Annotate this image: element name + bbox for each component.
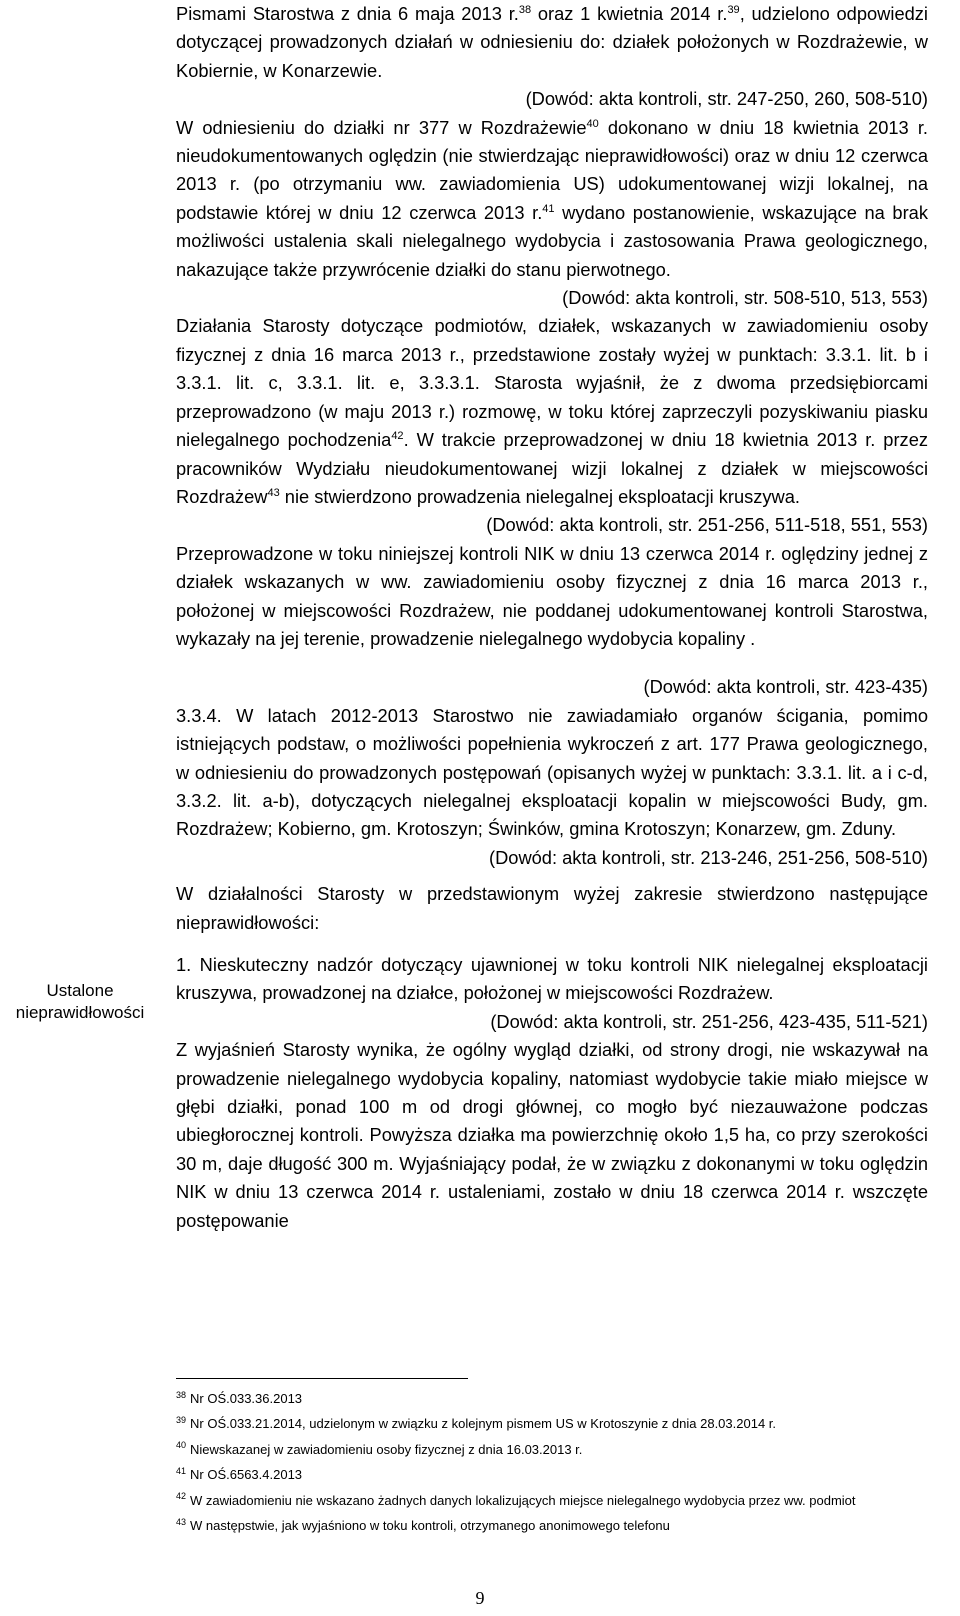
main-text: [176, 0, 928, 1235]
evidence-5: (Dowód: akta kontroli, str. 213-246, 251-256, 508-510): [488, 846, 928, 868]
footnote-ref-42: 42: [391, 430, 404, 442]
footnote-text: Nr OŚ.033.36.2013: [190, 1391, 303, 1406]
footnote-text: Niewskazanej w zawiadomieniu osoby fizycznej z dnia 16.03.2013 r.: [190, 1441, 583, 1457]
sidebar-label-line2: nieprawidłowości: [15, 1003, 145, 1022]
paragraph-8: Z wyjaśnień Starosty wynika, że ogólny wygląd działki, od strony drogi, nie wskazywał na prowadzenie nielegalnego wydobycia kopaliny, natomiast wydobycie takie miało miejsce w głębi działki, ponad 100 m od drogi głównej, co mogło być niezauważone podczas ubiegłorocznej kontroli. Powyższa działka ma powierzchnię około 1,5 ha, co przy szerokości 30 m, daje długość 300 m. Wyjaśniający podał, że w związku z dokonanymi w toku oględzin NIK w dniu 13 czerwca 2014 r. ustaleniami, zostało w dniu 18 czerwca 2014 r. wszczęte postępowanie: [176, 1039, 928, 1231]
sidebar-section-label: [0, 980, 160, 1024]
footnote-43: [176, 1513, 936, 1538]
footnote-ref-39: 39: [727, 3, 740, 16]
footnotes: [176, 1386, 936, 1538]
footnote-number: 42: [176, 1491, 187, 1502]
footnote-ref-38: 38: [518, 3, 532, 16]
footnote-40: [176, 1437, 936, 1462]
footnote-41: [176, 1462, 936, 1487]
footnote-separator: [176, 1378, 468, 1379]
paragraph-3-text-c: nie stwierdzono prowadzenia nielegalnej eksploatacji kruszywa.: [279, 485, 800, 507]
footnote-ref-40: 40: [586, 117, 599, 130]
sidebar-label-line1: Ustalone: [46, 981, 114, 1000]
paragraph-1-text-c: , udzielono odpowiedzi dotyczącej prowadzonych działań w odniesieniu do: działek położonych w Rozdrażewie, w Kobiernie, w Konarzewie.: [176, 3, 928, 81]
evidence-3: (Dowód: akta kontroli, str. 251-256, 511-518, 551, 553): [486, 514, 928, 536]
footnote-text: W następstwie, jak wyjaśniono w toku kontroli, otrzymanego anonimowego telefonu: [190, 1518, 670, 1534]
paragraph-2: [176, 114, 928, 284]
footnote-text: Nr OŚ.6563.4.2013: [190, 1467, 303, 1483]
footnote-number: 43: [176, 1516, 187, 1527]
paragraph-6: W działalności Starosty w przedstawionym wyżej zakresie stwierdzono następujące nieprawidłowości:: [176, 883, 928, 933]
paragraph-1-text-b: oraz 1 kwietnia 2014 r.: [531, 3, 728, 24]
paragraph-1-text-a: Pismami Starostwa z dnia 6 maja 2013 r.: [176, 3, 519, 24]
paragraph-1: [176, 0, 928, 85]
footnote-text: W zawiadomieniu nie wskazano żadnych danych lokalizujących miejsce nielegalnego wydobycia przez ww. podmiot: [190, 1492, 856, 1508]
evidence-4: (Dowód: akta kontroli, str. 423-435): [643, 676, 928, 698]
footnote-number: 41: [176, 1465, 187, 1476]
footnote-number: 39: [176, 1415, 187, 1426]
footnote-39: [176, 1411, 936, 1436]
paragraph-3: [176, 312, 928, 511]
footnote-number: 40: [176, 1440, 187, 1451]
paragraph-2-text-c: wydano postanowienie, wskazujące na brak możliwości ustalenia skali nielegalnego wydobycia i zastosowania Prawa geologicznego, nakazujące także przywrócenie działki do stanu pierwotnego.: [176, 201, 928, 280]
page-number: 9: [475, 1588, 485, 1608]
paragraph-4: Przeprowadzone w toku niniejszej kontroli NIK w dniu 13 czerwca 2014 r. oględziny jednej z działek wskazanych w ww. zawiadomieniu osoby fizycznej z dnia 16 marca 2013 r., położonej w miejscowości Rozdrażew, nie poddanej udokumentowanej kontroli Starostwa, wykazały na jej terenie, prowadzenie nielegalnego wydobycia kopaliny .: [176, 542, 928, 649]
paragraph-5: 3.3.4. W latach 2012-2013 Starostwo nie zawiadamiało organów ścigania, pomimo istniejących podstaw, o możliwości popełnienia wykroczeń z art. 177 Prawa geologicznego, w odniesieniu do prowadzonych postępowań (opisanych wyżej w punktach: 3.3.1. lit. a i c-d, 3.3.2. lit. a-b), dotyczących nielegalnej eksploatacji kopalin w miejscowości Budy, gm. Rozdrażew; Kobierno, gm. Krotoszyn; Świnków, gmina Krotoszyn; Konarzew, gm. Zduny.: [176, 704, 928, 840]
footnote-text: Nr OŚ.033.21.2014, udzielonym w związku z kolejnym pismem US w Krotoszynie z dnia 28.03.2014 r.: [190, 1416, 777, 1432]
footnote-ref-43: 43: [267, 486, 280, 499]
paragraph-2-text-b: dokonano w dniu 18 kwietnia 2013 r. nieudokumentowanych oględzin (nie stwierdzając nieprawidłowości) oraz w dniu 12 czerwca 2013 r. (po otrzymaniu ww. zawiadomienia US) udokumentowanej wizji lokalnej, na podstawie której w dniu 12 czerwca 2013 r.: [176, 116, 928, 223]
paragraph-2-text-a: W odniesieniu do działki nr 377 w Rozdrażewie: [176, 116, 587, 138]
footnote-number: 38: [176, 1389, 187, 1400]
evidence-6: (Dowód: akta kontroli, str. 251-256, 423-435, 511-521): [490, 1010, 928, 1032]
footnote-42: [176, 1488, 936, 1513]
paragraph-7: 1. Nieskuteczny nadzór dotyczący ujawnionej w toku kontroli NIK nielegalnej eksploatacji kruszywa, prowadzonej na działce, położonej w miejscowości Rozdrażew.: [176, 954, 928, 1004]
paragraph-3-text-b: . W trakcie przeprowadzonej w dniu 18 kwietnia 2013 r. przez pracowników Wydziału nieudokumentowanej wizji lokalnej z działek w miejscowości Rozdrażew: [176, 429, 928, 507]
evidence-1: (Dowód: akta kontroli, str. 247-250, 260, 508-510): [525, 88, 928, 110]
footnote-38: [176, 1386, 936, 1411]
paragraph-3-text-a: Działania Starosty dotyczące podmiotów, działek, wskazanych w zawiadomieniu osoby fizycznej z dnia 16 marca 2013 r., przedstawione zostały wyżej w punktach: 3.3.1. lit. b i 3.3.1. lit. c, 3.3.1. lit. e, 3.3.3.1. Starosta wyjaśnił, że z dwoma przedsiębiorcami przeprowadzono (w maju 2013 r.) rozmowę, w toku której zaprzeczyli pozyskiwaniu piasku nielegalnego pochodzenia: [176, 315, 928, 451]
evidence-2: (Dowód: akta kontroli, str. 508-510, 513, 553): [562, 287, 928, 309]
footnote-ref-41: 41: [542, 202, 555, 215]
